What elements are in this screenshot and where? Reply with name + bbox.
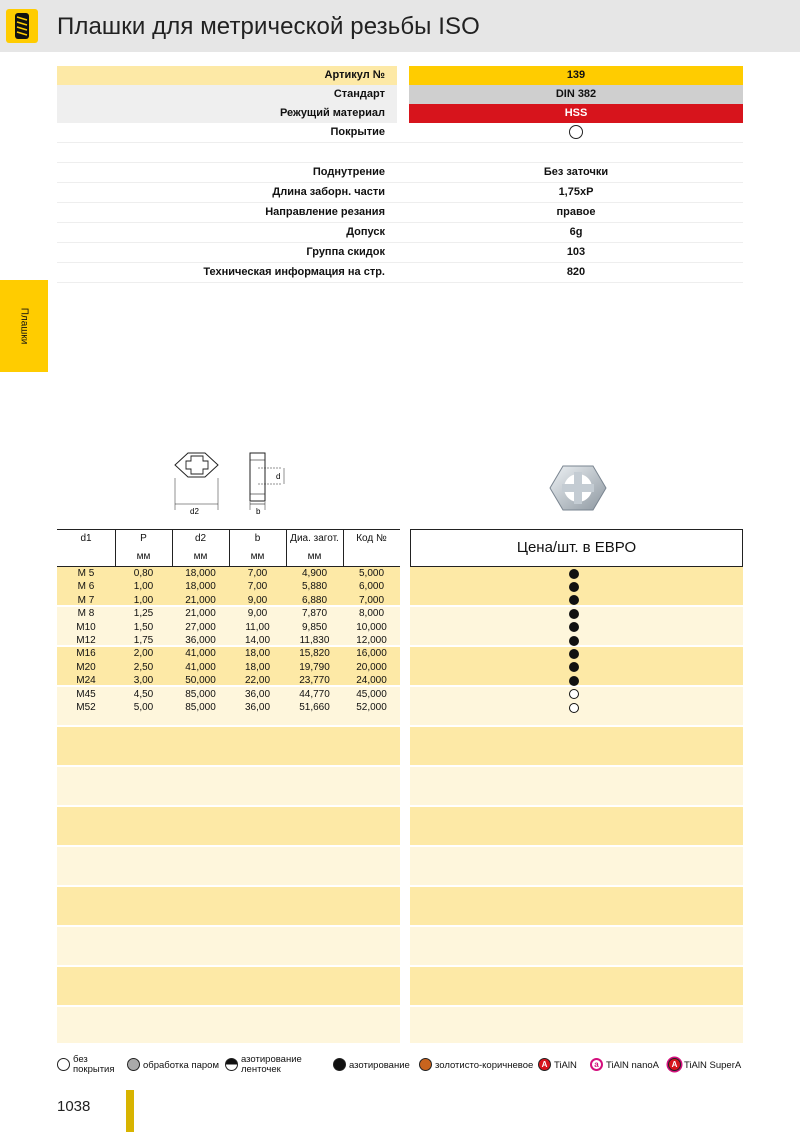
row-band [410,847,743,885]
table-cell: 9,00 [247,608,268,620]
table-cell: M45 [76,688,96,700]
side-tab[interactable] [0,280,48,372]
table-units-row [57,548,400,567]
table-cell: 18,000 [185,568,216,579]
row-band [410,967,743,1005]
spec-row [57,104,743,123]
column-header: d2 [172,530,230,548]
table-cell: 85,000 [185,688,216,700]
legend-label-line2: ленточек [241,1064,281,1075]
table-cell: 4,50 [133,688,154,700]
table-cell: M52 [76,701,96,713]
coating-legend [57,1055,747,1077]
table-cell: 10,000 [356,621,387,633]
spec-row [57,243,743,263]
table-cell: 5,000 [358,568,385,579]
dimension-table [57,529,400,714]
column-unit: мм [172,548,230,566]
die-technical-drawing [160,448,300,525]
column-header: Диа. загот. [286,530,344,548]
column-header: P [115,530,173,548]
spec-label: Группа скидок [57,243,397,262]
table-cell: 1,00 [133,594,154,606]
spec-value: 103 [409,243,743,262]
table-cell: 52,000 [356,701,387,713]
row-band [410,927,743,965]
row-band [410,887,743,925]
table-cell: M12 [76,634,96,646]
table-cell: 21,000 [185,608,216,620]
brown-circle [419,1058,432,1071]
table-row [57,661,400,674]
table-cell: 85,000 [185,701,216,713]
table-cell: 45,000 [356,688,387,700]
table-cell: 0,80 [133,568,154,579]
legend-label-line1: золотисто-коричневое [435,1060,534,1071]
table-cell: 7,000 [358,594,385,606]
table-cell: 21,000 [185,594,216,606]
column-header: Код № [356,533,387,544]
column-header: b [229,530,287,548]
legend-label [349,1061,410,1071]
page-number: 1038 [57,1098,91,1115]
uncoated-circle-icon [569,125,583,139]
table-cell: 36,00 [244,688,271,700]
table-cell: 5,880 [301,581,328,593]
filled-circle-icon [569,569,579,579]
table-cell: 18,00 [244,661,271,673]
filled-circle-icon [569,582,579,592]
table-cell: 7,870 [301,608,328,620]
legend-label-line1: TiAlN SuperA [684,1060,742,1071]
table-cell: 8,000 [358,608,385,620]
row-band [410,1007,743,1043]
spec-value [409,123,743,142]
table-cell: 4,900 [301,568,328,579]
table-cell: 41,000 [185,661,216,673]
legend-label-line1: азотирование [241,1054,302,1065]
table-cell: M24 [76,675,96,687]
spec-table [57,66,743,283]
table-cell: 6,880 [301,594,328,606]
table-cell: 1,25 [133,608,154,620]
row-band [57,847,400,885]
table-row [57,621,400,634]
table-cell: 20,000 [356,661,387,673]
column-unit: мм [115,548,173,566]
price-header: Цена/шт. в ЕВРО [410,529,743,567]
table-cell: 1,50 [133,621,154,633]
row-band [57,807,400,845]
spec-row [57,85,743,104]
table-cell: 5,00 [133,701,154,713]
legend-label-line1: обработка паром [143,1060,219,1071]
row-band [410,807,743,845]
table-row [57,701,400,714]
table-cell: 2,50 [133,661,154,673]
tialn-nano-icon [590,1058,603,1071]
b-label: b [256,507,261,516]
row-band [57,767,400,805]
table-cell: 18,00 [244,648,271,660]
table-row [57,634,400,647]
spec-value: 139 [409,66,743,85]
spec-value [409,143,743,162]
table-cell: 11,830 [299,634,330,646]
spec-row [57,123,743,143]
spec-label: Режущий материал [57,104,397,123]
table-cell: M16 [76,648,96,660]
table-cell: 1,00 [133,581,154,593]
filled-circle-icon [569,609,579,619]
filled-circle-icon [569,676,579,686]
spec-label: Покрытие [57,123,397,142]
filled-circle [333,1058,346,1071]
table-row [57,674,400,687]
table-cell: M10 [76,621,96,633]
column-unit: мм [286,548,344,566]
spec-value: правое [409,203,743,222]
table-cell: 41,000 [185,648,216,660]
column-unit [343,548,400,566]
table-row [57,594,400,607]
row-band [57,887,400,925]
legend-label [143,1061,219,1071]
row-band [410,727,743,765]
table-cell: 7,00 [247,581,268,593]
table-cell: 23,770 [299,675,330,687]
column-unit [57,548,116,566]
spec-value: DIN 382 [409,85,743,104]
spec-row [57,203,743,223]
legend-label-line2: покрытия [73,1064,115,1075]
spec-value: 1,75xP [409,183,743,202]
spec-row [57,183,743,203]
table-cell: 11,00 [245,621,270,633]
table-cell: M 5 [77,568,95,579]
table-cell: 9,00 [247,594,268,606]
table-cell: 50,000 [185,675,216,687]
table-cell: 7,00 [247,568,268,579]
legend-label [435,1061,533,1071]
legend-label-line1: TiAlN [554,1060,577,1071]
legend-label-line1: азотирование [349,1060,410,1071]
table-cell: M 6 [77,581,95,593]
table-cell: M 8 [77,608,95,620]
legend-icon-letter: A [671,1060,678,1069]
legend-icon-letter: a [594,1060,599,1069]
table-cell: 19,790 [299,661,330,673]
table-cell: 16,000 [356,648,387,660]
spec-label: Техническая информация на стр. [57,263,397,282]
legend-label-line1: без [73,1054,88,1065]
filled-circle-icon [569,649,579,659]
table-cell: 3,00 [133,675,154,687]
table-cell: 1,75 [133,634,154,646]
row-band [57,1007,400,1043]
table-cell: 24,000 [356,675,387,687]
table-cell: 14,00 [244,634,271,646]
spec-value: 820 [409,263,743,282]
table-row [57,607,400,620]
tialn-super-icon [668,1058,681,1071]
die-logo-icon [6,9,38,43]
spec-label: Поднутрение [57,163,397,182]
table-cell: 36,000 [185,634,216,646]
page-accent-bar [126,1090,134,1132]
table-cell: 22,00 [244,675,271,687]
legend-label [554,1061,577,1071]
spec-row [57,163,743,183]
table-cell: 9,850 [301,621,328,633]
table-cell: 15,820 [299,648,330,660]
table-header-row [57,529,400,548]
table-cell: 44,770 [299,688,330,700]
die-photo [548,462,608,519]
spec-label: Артикул № [57,66,397,85]
table-cell: M20 [76,661,96,673]
spec-value: 6g [409,223,743,242]
filled-circle-icon [569,636,579,646]
table-cell: 2,00 [133,648,154,660]
table-cell: 12,000 [356,634,387,646]
side-tab-label: Плашки [18,307,30,345]
table-cell: 51,660 [299,701,330,713]
half-circle [225,1058,238,1071]
page-title: Плашки для метрической резьбы ISO [57,13,480,40]
spec-row [57,66,743,85]
page-header [0,0,800,52]
spec-row [57,143,743,163]
spec-row [57,223,743,243]
column-unit: мм [229,548,287,566]
row-band [57,967,400,1005]
legend-label [73,1055,115,1075]
column-header: d1 [57,530,116,548]
tialn-icon [538,1058,551,1071]
d-label: d [276,472,281,481]
table-cell: M 7 [77,594,95,606]
legend-label-line1: TiAlN nanoA [606,1060,659,1071]
grey-circle [127,1058,140,1071]
spec-label: Длина заборн. части [57,183,397,202]
table-cell: 6,000 [358,581,385,593]
table-cell: 36,00 [244,701,271,713]
legend-label [606,1061,659,1071]
table-row [57,580,400,593]
open-circle-icon [569,703,579,713]
row-band [410,767,743,805]
table-cell: 18,000 [185,581,216,593]
d2-label: d2 [190,507,199,516]
table-row [57,688,400,701]
spec-value: Без заточки [409,163,743,182]
spec-row [57,263,743,283]
spec-value: HSS [409,104,743,123]
legend-label [241,1055,302,1075]
spec-label: Стандарт [57,85,397,104]
spec-label: Направление резания [57,203,397,222]
spec-label: Допуск [57,223,397,242]
row-band [57,727,400,765]
spec-label [57,143,397,162]
open-circle [57,1058,70,1071]
legend-icon-letter: A [541,1060,548,1069]
legend-label [684,1061,741,1071]
row-band [57,927,400,965]
table-row [57,647,400,660]
table-row [57,567,400,580]
table-cell: 27,000 [185,621,216,633]
